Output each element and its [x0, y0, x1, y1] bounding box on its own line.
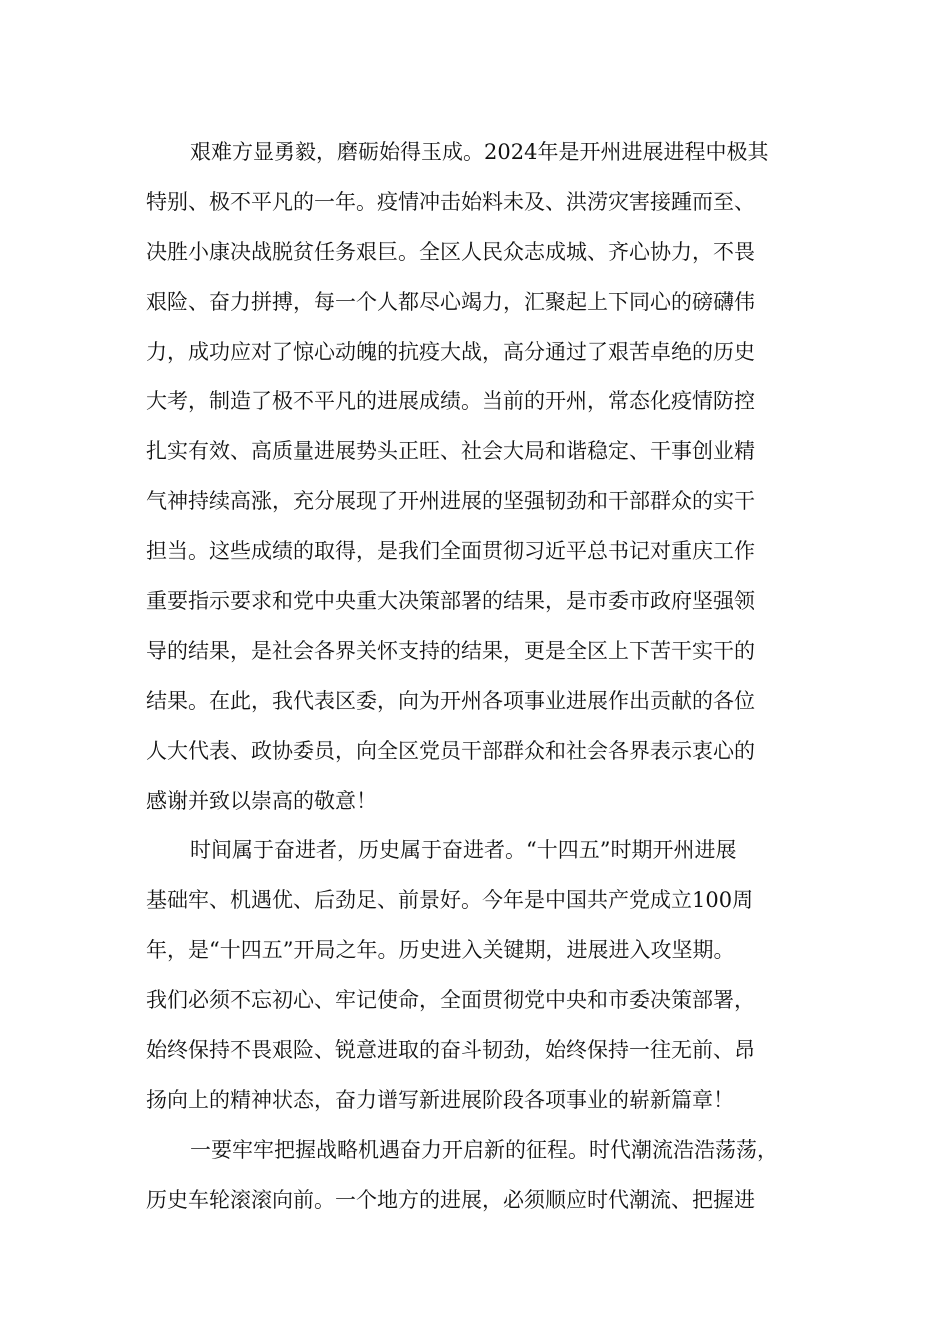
- text-line: 时间属于奋进者，历史属于奋进者。“十四五”时期开州进展: [190, 838, 737, 863]
- text-line: 年，是“十四五”开局之年。历史进入关键期，进展进入攻坚期。: [146, 938, 735, 963]
- text-line: 决胜小康决战脱贫任务艰巨。全区人民众志成城、齐心协力，不畏: [146, 239, 755, 264]
- text-line: 我们必须不忘初心、牢记使命，全面贯彻党中央和市委决策部署，: [146, 988, 755, 1013]
- text-line: 重要指示要求和党中央重大决策部署的结果，是市委市政府坚强领: [146, 589, 755, 614]
- text-line: 气神持续高涨，充分展现了开州进展的坚强韧劲和干部群众的实干: [146, 489, 755, 514]
- paragraph-2: [146, 826, 826, 1125]
- text-line: 特别、极不平凡的一年。疫情冲击始料未及、洪涝灾害接踵而至、: [146, 189, 755, 214]
- paragraph-1: [146, 128, 826, 826]
- paragraph-3: [146, 1126, 826, 1226]
- text-line: 始终保持不畏艰险、锐意进取的奋斗韧劲，始终保持一往无前、昂: [146, 1038, 755, 1063]
- text-line: 担当。这些成绩的取得，是我们全面贯彻习近平总书记对重庆工作: [146, 539, 755, 564]
- text-line: 基础牢、机遇优、后劲足、前景好。今年是中国共产党成立100周: [146, 888, 754, 913]
- text-line: 结果。在此，我代表区委，向为开州各项事业进展作出贡献的各位: [146, 688, 755, 713]
- text-line: 一要牢牢把握战略机遇奋力开启新的征程。时代潮流浩浩荡荡，: [190, 1137, 778, 1162]
- text-line: 人大代表、政协委员，向全区党员干部群众和社会各界表示衷心的: [146, 738, 755, 763]
- text-line: 感谢并致以崇高的敬意！: [146, 788, 377, 813]
- text-line: 扬向上的精神状态，奋力谱写新进展阶段各项事业的崭新篇章！: [146, 1087, 734, 1112]
- text-line: 艰险、奋力拼搏，每一个人都尽心竭力，汇聚起上下同心的磅礴伟: [146, 289, 755, 314]
- text-line: 艰难方显勇毅，磨砺始得玉成。2024年是开州进展进程中极其: [190, 140, 769, 164]
- text-line: 大考，制造了极不平凡的进展成绩。当前的开州，常态化疫情防控: [146, 389, 755, 414]
- text-line: 导的结果，是社会各界关怀支持的结果，更是全区上下苦干实干的: [146, 638, 755, 663]
- text-line: 历史车轮滚滚向前。一个地方的进展，必须顺应时代潮流、把握进: [146, 1187, 755, 1212]
- text-line: 力，成功应对了惊心动魄的抗疫大战，高分通过了艰苦卓绝的历史: [146, 339, 755, 364]
- document-body: [146, 128, 826, 1226]
- text-line: 扎实有效、高质量进展势头正旺、社会大局和谐稳定、干事创业精: [146, 439, 755, 464]
